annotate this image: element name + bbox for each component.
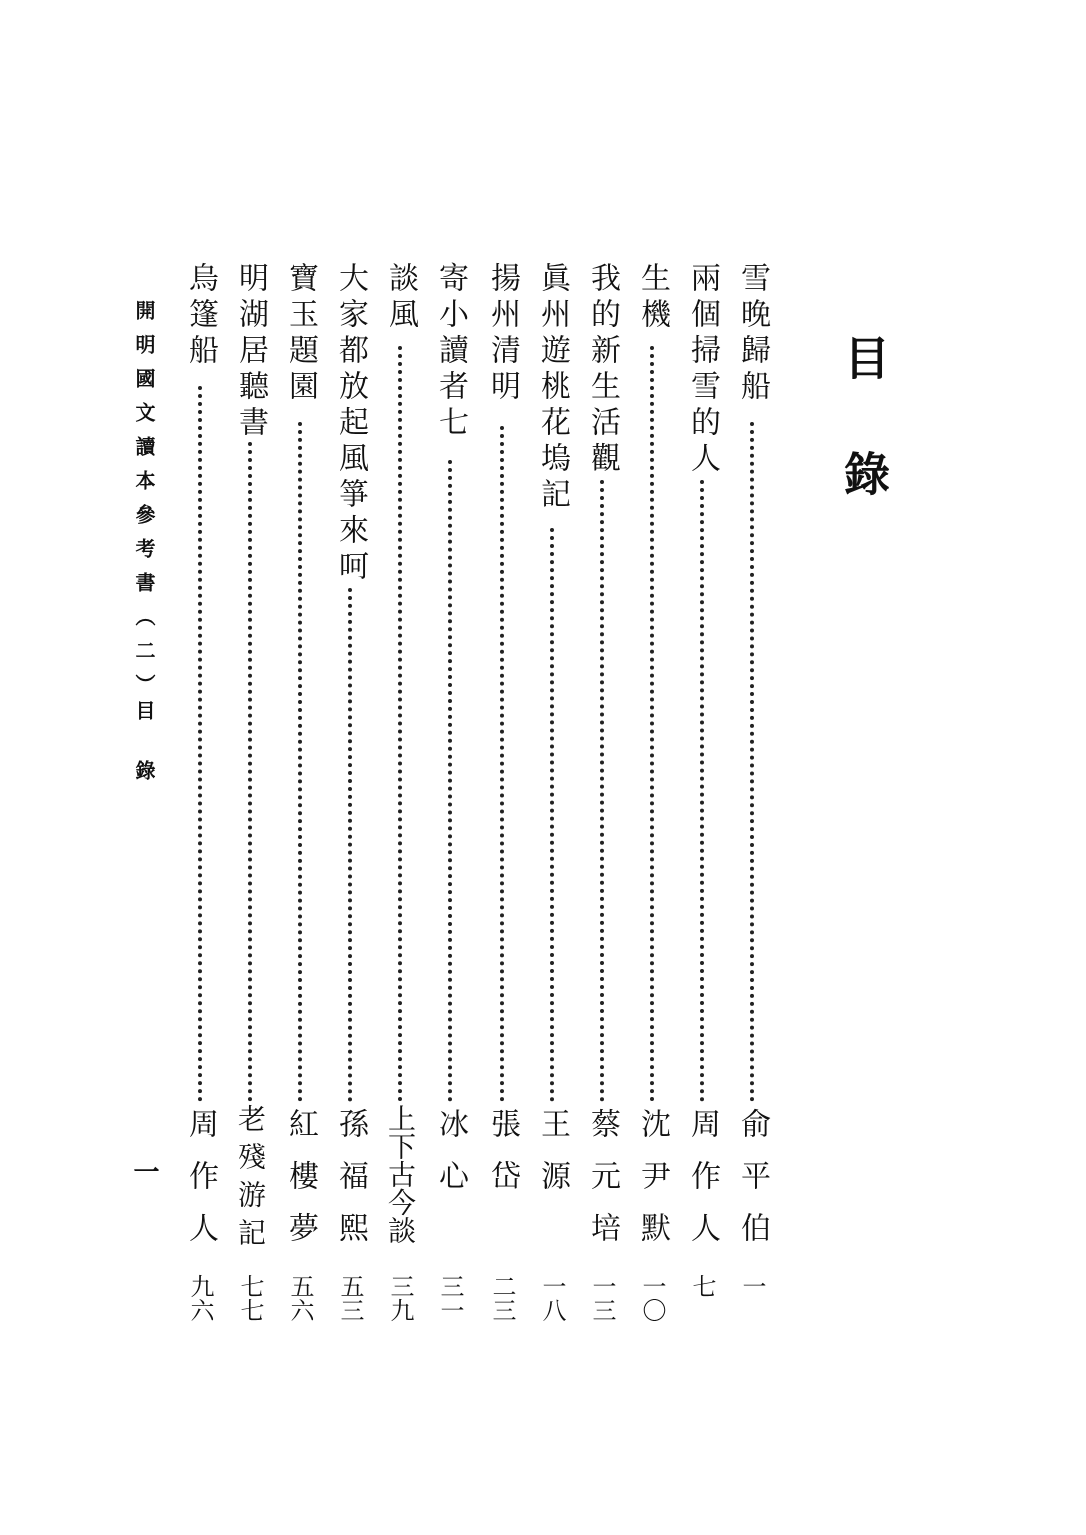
entry-page-number: 一〇 bbox=[638, 1274, 666, 1322]
entry-title: 大家都放起風箏來呵 bbox=[333, 262, 368, 586]
entry-page-number: 三一 bbox=[436, 1274, 464, 1322]
entry-author: 張岱 bbox=[485, 1108, 520, 1212]
entry-author: 上下古今談 bbox=[384, 1104, 417, 1244]
toc-entry bbox=[328, 262, 372, 1322]
dot-leader bbox=[750, 422, 754, 1102]
entry-page-number: 七七 bbox=[236, 1274, 264, 1322]
entry-page-number: 一三 bbox=[588, 1274, 616, 1322]
entry-title: 揚州清明 bbox=[485, 262, 520, 406]
entry-page-number: 二三 bbox=[488, 1274, 516, 1322]
toc-entry bbox=[378, 262, 422, 1322]
toc-entry bbox=[630, 262, 674, 1322]
toc-entry bbox=[730, 262, 774, 1322]
entry-page-number: 三九 bbox=[386, 1274, 414, 1322]
entry-author: 沈尹默 bbox=[635, 1108, 670, 1264]
dot-leader bbox=[600, 480, 604, 1102]
entry-page-number: 五六 bbox=[286, 1274, 314, 1322]
entry-author: 俞平伯 bbox=[735, 1108, 770, 1264]
entry-author: 孫福熙 bbox=[333, 1108, 368, 1264]
entry-title: 寄小讀者七 bbox=[433, 262, 468, 442]
entry-title: 明湖居聽書 bbox=[233, 262, 268, 442]
entry-page-number: 七 bbox=[688, 1274, 716, 1298]
toc-entry bbox=[278, 262, 322, 1322]
toc-entry bbox=[580, 262, 624, 1322]
entry-title: 寶玉題園 bbox=[283, 262, 318, 406]
entry-title: 兩個掃雪的人 bbox=[685, 262, 720, 478]
dot-leader bbox=[298, 422, 302, 1102]
entry-page-number: 五三 bbox=[336, 1274, 364, 1322]
dot-leader bbox=[348, 588, 352, 1102]
dot-leader bbox=[398, 346, 402, 1102]
toc-entry bbox=[428, 262, 472, 1322]
entry-author: 紅樓夢 bbox=[283, 1108, 318, 1264]
dot-leader bbox=[700, 480, 704, 1102]
entry-author: 冰心 bbox=[433, 1108, 468, 1212]
entry-author: 周作人 bbox=[183, 1108, 218, 1264]
entry-page-number: 一八 bbox=[538, 1274, 566, 1322]
toc-entry bbox=[178, 262, 222, 1322]
entry-author: 老殘游記 bbox=[234, 1104, 267, 1256]
toc-entry bbox=[480, 262, 524, 1322]
entry-author: 王源 bbox=[535, 1108, 570, 1212]
toc-entry bbox=[680, 262, 724, 1322]
dot-leader bbox=[248, 442, 252, 1102]
running-section-title: 目錄 bbox=[132, 700, 156, 820]
entry-author: 蔡元培 bbox=[585, 1108, 620, 1264]
dot-leader bbox=[198, 386, 202, 1102]
entry-author: 周作人 bbox=[685, 1108, 720, 1264]
running-book-title: 開明國文讀本參考書（二） bbox=[132, 300, 156, 708]
entry-title: 烏篷船 bbox=[183, 262, 218, 370]
entry-title: 生機 bbox=[635, 262, 670, 334]
page-folio: 一 bbox=[129, 1158, 159, 1184]
dot-leader bbox=[550, 528, 554, 1102]
dot-leader bbox=[500, 426, 504, 1102]
page-title: 目錄 bbox=[837, 334, 891, 566]
entry-title: 雪晚歸船 bbox=[735, 262, 770, 406]
entry-page-number: 一 bbox=[738, 1274, 766, 1298]
dot-leader bbox=[448, 460, 452, 1102]
entry-title: 我的新生活觀 bbox=[585, 262, 620, 478]
toc-entry bbox=[530, 262, 574, 1322]
dot-leader bbox=[650, 346, 654, 1102]
entry-title: 眞州遊桃花塢記 bbox=[535, 262, 570, 514]
entry-title: 談風 bbox=[383, 262, 418, 334]
toc-entry bbox=[228, 262, 272, 1322]
entry-page-number: 九六 bbox=[186, 1274, 214, 1322]
